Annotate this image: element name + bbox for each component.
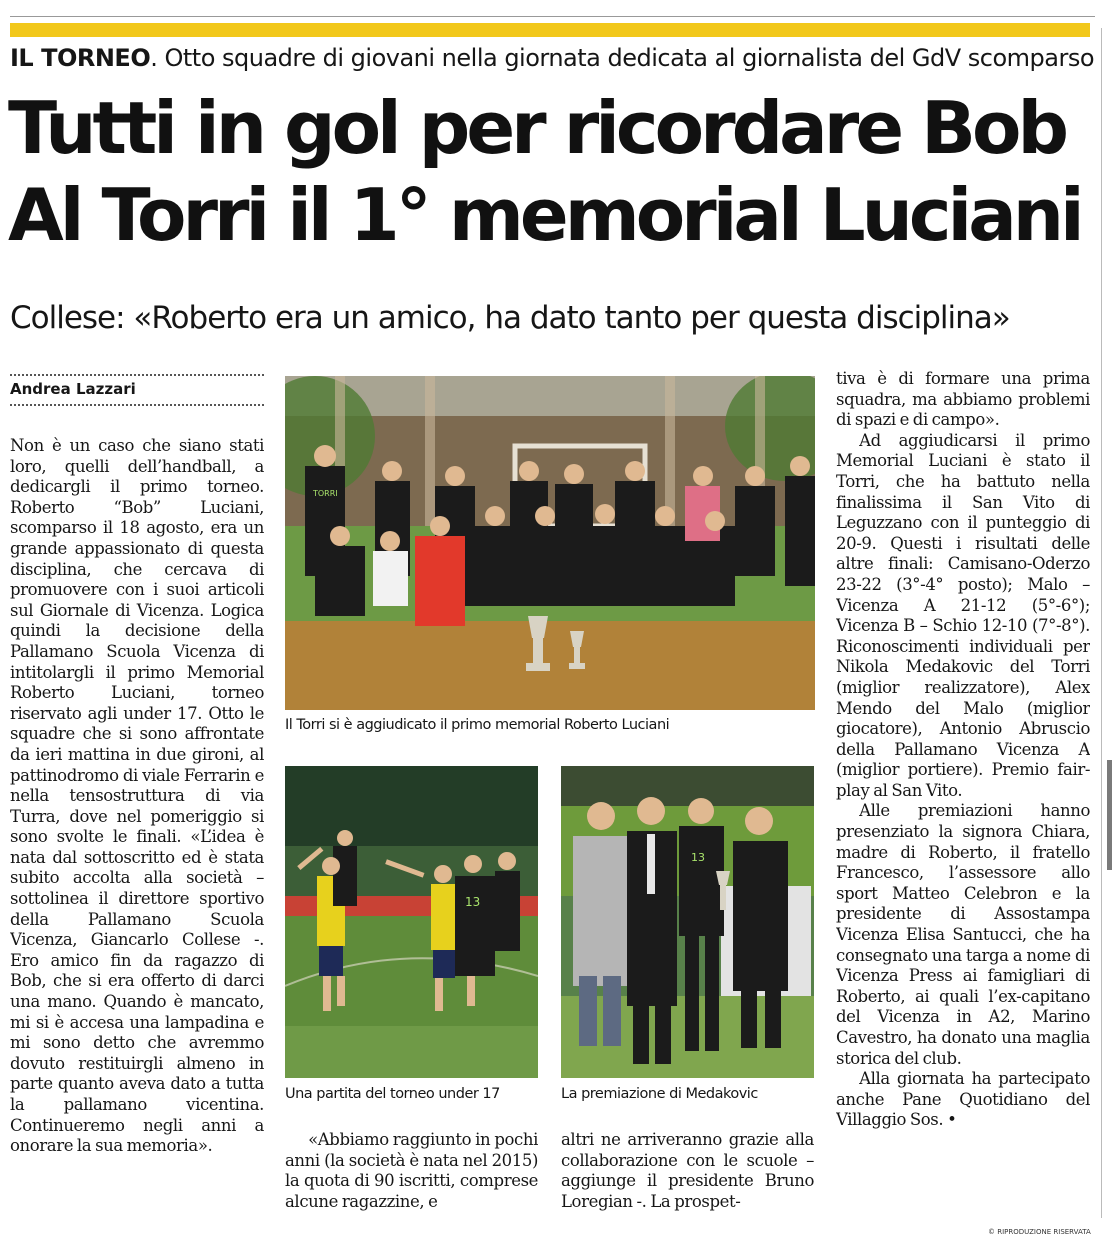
author-rule-bottom xyxy=(10,404,264,406)
column-4-paragraph-2: Ad aggiudicarsi il primo Memorial Luciani è stato il Torri, che ha battuto nella finalissima il San Vito di Leguzzano con il punteggio di 20-9. Questi i risultati delle altre finali: Camisano-Oderzo 23-22 (3°-4° posto); Malo – Vicenza A 21-12 (5°-6°); Vicenza B – Schio 12-10 (7°-8°). Riconoscimenti individuali per Nikola Medakovic del Torri (miglior realizzatore), Alex Mendo del Malo (miglior giocatore), Antonio Abruscio della Pallamano Vicenza A (miglior portiere). Premio fair-play al San Vito. xyxy=(836,430,1090,800)
kicker: IL TORNEO. Otto squadre di giovani nella giornata dedicata al giornalista del GdV scomparso xyxy=(10,44,1095,72)
article-column-1 xyxy=(10,436,264,1218)
column-4-paragraph-4: Alla giornata ha partecipato anche Pane Quotidiano del Villaggio Sos. • xyxy=(836,1069,1090,1130)
headline xyxy=(8,85,1098,259)
photo-match xyxy=(285,766,538,1078)
caption-award-photo: La premiazione di Medakovic xyxy=(561,1086,758,1102)
page-edge-marker xyxy=(1107,760,1112,870)
top-rule xyxy=(10,16,1095,17)
column-2-text: «Abbiamo raggiunto in pochi anni (la società è nata nel 2015) la quota di 90 iscritti, comprese alcune ragazzine, e xyxy=(285,1130,538,1211)
winner-number: 13 xyxy=(691,851,705,864)
author-byline: Andrea Lazzari xyxy=(10,380,136,398)
subheadline: Collese: «Roberto era un amico, ha dato tanto per questa disciplina» xyxy=(10,300,1010,336)
jersey-lettering: TORRI xyxy=(313,489,338,498)
article-column-3 xyxy=(561,1130,814,1220)
article-column-4 xyxy=(836,369,1090,1219)
section-color-bar xyxy=(10,23,1090,37)
column-border-right xyxy=(1101,28,1102,1218)
column-1-text: Non è un caso che siano stati loro, quelli dell’handball, a dedicargli il primo torneo. Roberto “Bob” Luciani, scomparso il 18 agosto, era un grande appassionato di questa disciplina, che cercava di promuovere con i suoi articoli sul Giornale di Vicenza. Logica quindi la decisione della Pallamano Scuola Vicenza di intitolargli il primo Memorial Roberto Luciani, torneo riservato agli under 17. Otto le squadre che si sono affrontate da ieri mattina in due gironi, al pattinodromo di viale Ferrarin e nella tensostruttura di via Turra, dove nel pomeriggio si sono svolte le finali. «L’idea è nata dal sottoscritto ed è stata subito accolta alla società – sottolinea il direttore sportivo della Pallamano Scuola Vicenza, Giancarlo Collese -. Ero amico fin da ragazzo di Bob, che si era offerto di darci una mano. Quando è mancato, mi si è accesa una lampadina e mi sono detto che avremmo dovuto restituirgli almeno in parte quanto aveva dato a tutta la pallamano vicentina. Continueremo negli anni a onorare la sua memoria». xyxy=(10,436,264,1156)
article-column-2 xyxy=(285,1130,538,1220)
kicker-label: IL TORNEO xyxy=(10,44,151,72)
headline-line-1: Tutti in gol per ricordare Bob xyxy=(8,86,1065,170)
copyright-notice: © RIPRODUZIONE RISERVATA xyxy=(988,1228,1091,1236)
column-3-text: altri ne arriveranno grazie alla collaborazione con le scuole – aggiunge il presidente Bruno Loregian -. La prospet- xyxy=(561,1130,814,1211)
player-number: 13 xyxy=(465,895,481,909)
caption-match-photo: Una partita del torneo under 17 xyxy=(285,1086,500,1102)
headline-line-2: Al Torri il 1° memorial Luciani xyxy=(8,173,1081,257)
column-4-paragraph-1: tiva è di formare una prima squadra, ma abbiamo problemi di spazi e di campo». xyxy=(836,369,1090,430)
author-rule-top xyxy=(10,374,264,376)
kicker-text: Otto squadre di giovani nella giornata dedicata al giornalista del GdV scomparso xyxy=(164,44,1095,72)
caption-team-photo: Il Torri si è aggiudicato il primo memorial Roberto Luciani xyxy=(285,717,670,733)
photo-team xyxy=(285,376,815,710)
column-4-paragraph-3: Alle premiazioni hanno presenziato la signora Chiara, madre di Roberto, il fratello Francesco, l’assessore allo sport Matteo Celebron e la presidente di Assostampa Vicenza Elisa Santucci, che ha consegnato una targa a nome di Vicenza Press ai famigliari di Roberto, ai quali l’ex-capitano del Vicenza in A2, Marino Cavestro, ha donato una maglia storica del club. xyxy=(836,801,1090,1068)
photo-award xyxy=(561,766,814,1078)
